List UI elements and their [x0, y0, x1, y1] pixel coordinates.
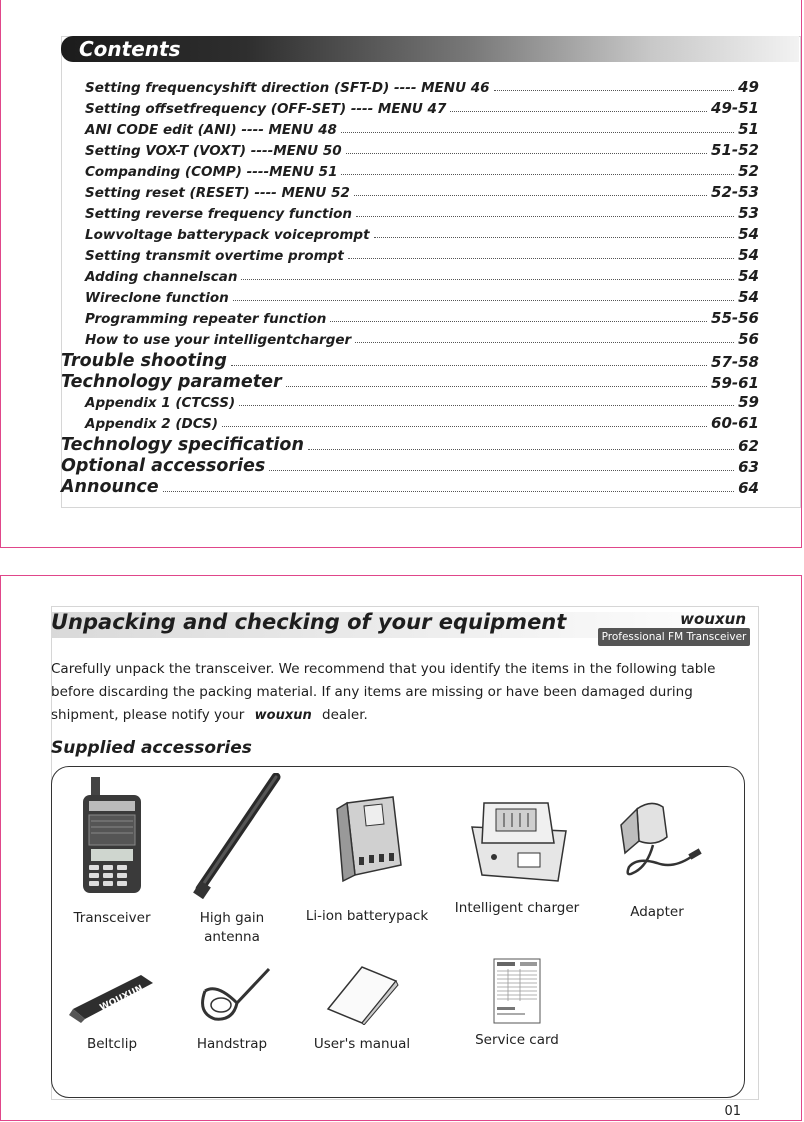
toc-entry-page: 59-61 [711, 374, 759, 392]
accessory-label: Beltclip [86, 1036, 138, 1052]
toc-entry-title: Setting offsetfrequency (OFF-SET) ---- MENU 47 [85, 101, 447, 117]
accessory-label: User's manual [313, 1036, 411, 1052]
toc-entry-title: Setting frequencyshift direction (SFT-D) ---- MENU 46 [85, 80, 490, 96]
toc-entry [61, 99, 759, 117]
toc-entry-title: Wireclone function [85, 290, 229, 306]
intro-text-2: dealer. [322, 707, 368, 723]
toc-entry [61, 120, 759, 138]
toc-entry-page: 64 [738, 479, 759, 497]
accessories-box [51, 766, 745, 1098]
toc-entry-title: Technology specification [61, 435, 304, 455]
toc-entry-title: Appendix 2 (DCS) [85, 416, 219, 432]
toc-leader-dots [308, 449, 734, 450]
toc-leader-dots [269, 470, 734, 471]
toc-entry-page: 54 [738, 288, 759, 306]
accessory-transceiver [62, 777, 162, 928]
adapter-icon [607, 791, 707, 883]
accessory-beltclip [62, 963, 162, 1054]
toc-entry-page: 55-56 [711, 309, 759, 327]
toc-leader-dots [231, 365, 707, 366]
toc-entry-page: 59 [738, 393, 759, 411]
toc-leader-dots [341, 174, 734, 175]
accessory-label: Transceiver [73, 910, 151, 926]
toc-leader-dots [494, 90, 735, 91]
toc-entry-title: Announce [61, 477, 159, 497]
accessory-battery [297, 795, 437, 926]
intro-text-1: Carefully unpack the transceiver. We recommend that you identify the items in the following table before discarding the packing material. If any items are missing or have been damaged during shipment, please notify your [51, 661, 716, 723]
battery-icon [327, 795, 407, 885]
toc-entry-title: Appendix 1 (CTCSS) [85, 395, 236, 411]
transceiver-icon [77, 777, 147, 895]
accessory-label: Li-ion batterypack [305, 908, 429, 924]
toc-entry-page: 62 [738, 437, 759, 455]
toc-leader-dots [239, 405, 734, 406]
accessory-antenna [182, 773, 282, 947]
service-card-icon [492, 957, 542, 1025]
toc-entry-page: 54 [738, 246, 759, 264]
toc-entry-title: Optional accessories [61, 456, 266, 476]
accessories-title: Supplied accessories [51, 738, 252, 758]
toc-leader-dots [330, 321, 707, 322]
toc-entry-title: Programming repeater function [85, 311, 327, 327]
intro-paragraph [51, 658, 761, 727]
toc-leader-dots [346, 153, 707, 154]
accessory-label: Service card [475, 1032, 559, 1048]
contents-title: Contents [79, 37, 181, 61]
toc-entry [61, 477, 759, 497]
toc-entry-title: How to use your intelligentcharger [85, 332, 352, 348]
toc-entry-page: 53 [738, 204, 759, 222]
toc-entry-page: 54 [738, 225, 759, 243]
toc-entry [61, 267, 759, 285]
toc-entry [61, 225, 759, 243]
toc-entry-title: Technology parameter [61, 372, 282, 392]
accessory-adapter [602, 791, 712, 922]
toc-entry-page: 60-61 [711, 414, 759, 432]
toc-entry-title: ANI CODE edit (ANI) ---- MENU 48 [85, 122, 337, 138]
toc-leader-dots [341, 132, 734, 133]
toc-leader-dots [354, 195, 707, 196]
accessory-label: High gain antenna [199, 910, 265, 945]
toc-entry-page: 49-51 [711, 99, 759, 117]
handstrap-icon [187, 963, 277, 1025]
toc-entry [61, 141, 759, 159]
toc-leader-dots [286, 386, 707, 387]
toc-leader-dots [222, 426, 707, 427]
accessory-service-card [452, 957, 582, 1050]
brand-tagline: Professional FM Transceiver [598, 628, 750, 646]
brand-badge [598, 610, 750, 648]
toc-entry-page: 63 [738, 458, 759, 476]
toc-entry-page: 57-58 [711, 353, 759, 371]
toc-entry-title: Adding channelscan [85, 269, 238, 285]
accessory-label: Adapter [630, 904, 684, 920]
toc-entry [61, 183, 759, 201]
toc-leader-dots [241, 279, 734, 280]
inline-brand-logo: wouxun [254, 708, 312, 723]
toc-entry [61, 309, 759, 327]
toc-entry-title: Companding (COMP) ----MENU 51 [85, 164, 338, 180]
toc-entry-page: 52 [738, 162, 759, 180]
toc-entry-title: Trouble shooting [61, 351, 227, 371]
toc-leader-dots [348, 258, 734, 259]
beltclip-logo: WOUXUN [98, 983, 145, 1014]
toc-entry [61, 162, 759, 180]
toc-entry [61, 246, 759, 264]
antenna-icon [182, 773, 292, 899]
toc-leader-dots [356, 216, 734, 217]
toc-entry-page: 51 [738, 120, 759, 138]
toc-entry-page: 51-52 [711, 141, 759, 159]
toc-entry-title: Lowvoltage batterypack voiceprompt [85, 227, 370, 243]
toc-entry [61, 393, 759, 411]
contents-header-bar [61, 36, 799, 62]
toc-leader-dots [163, 491, 734, 492]
page-number: 01 [724, 1104, 741, 1119]
toc-entry [61, 204, 759, 222]
toc-entry [61, 456, 759, 476]
accessory-label: Intelligent charger [454, 900, 580, 916]
toc-leader-dots [374, 237, 735, 238]
toc-entry-title: Setting reset (RESET) ---- MENU 52 [85, 185, 350, 201]
toc-entry [61, 435, 759, 455]
accessory-manual [297, 963, 427, 1054]
toc-entry-page: 52-53 [711, 183, 759, 201]
toc-leader-dots [233, 300, 734, 301]
toc-entry [61, 414, 759, 432]
accessory-handstrap [177, 963, 287, 1054]
toc-entry-title: Setting reverse frequency function [85, 206, 353, 222]
charger-icon [462, 787, 572, 883]
unpacking-page [0, 575, 802, 1121]
manual-icon [322, 963, 402, 1025]
toc-entry [61, 288, 759, 306]
toc-entry-page: 49 [738, 78, 759, 96]
toc-entry-page: 56 [738, 330, 759, 348]
accessory-label: Handstrap [196, 1036, 268, 1052]
page-title: Unpacking and checking of your equipment [51, 610, 567, 634]
toc-entry-page: 54 [738, 267, 759, 285]
toc-entry [61, 372, 759, 392]
contents-page [0, 0, 802, 548]
brand-logo: wouxun [680, 610, 746, 628]
beltclip-icon [67, 963, 157, 1025]
accessory-charger [447, 787, 587, 918]
toc-entry-title: Setting VOX-T (VOXT) ----MENU 50 [85, 143, 342, 159]
toc-entry [61, 330, 759, 348]
toc-entry-title: Setting transmit overtime prompt [85, 248, 344, 264]
toc-entry [61, 78, 759, 96]
toc-leader-dots [450, 111, 707, 112]
toc-entry [61, 351, 759, 371]
toc-leader-dots [355, 342, 734, 343]
